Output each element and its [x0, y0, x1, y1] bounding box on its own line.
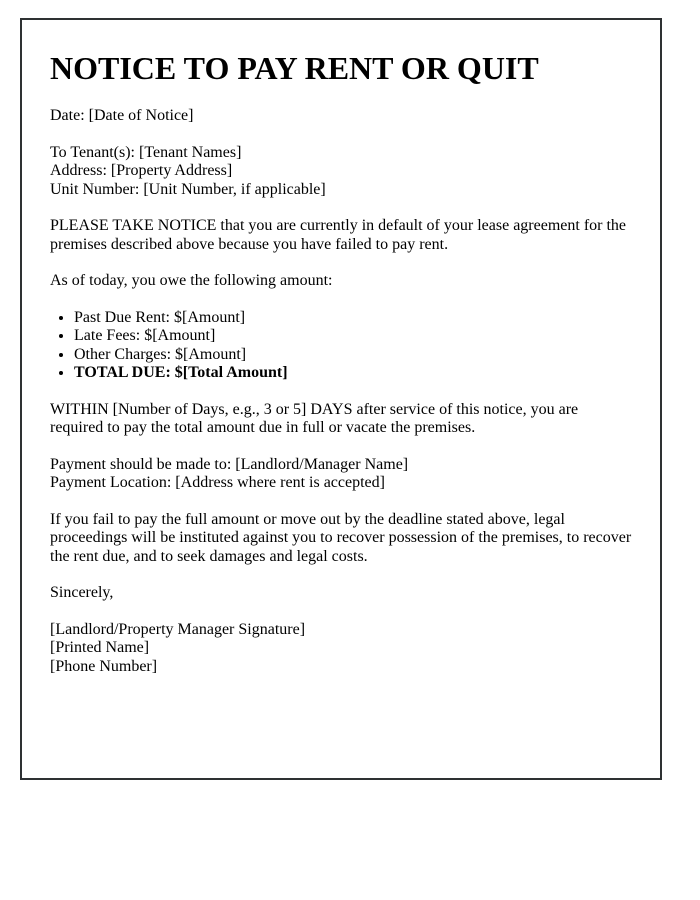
date-line: Date: [Date of Notice] [50, 107, 194, 124]
payment-payee-line: Payment should be made to: [Landlord/Manager Name] [50, 455, 409, 473]
tenant-address-block [50, 144, 632, 200]
printed-name-line: [Printed Name] [50, 639, 150, 656]
signature-block [50, 621, 632, 677]
unit-number-line: Unit Number: [Unit Number, if applicable] [50, 180, 326, 198]
consequences-paragraph: If you fail to pay the full amount or move out by the deadline stated above, legal proceedings will be instituted against you to recover possession of the premises, to recover the rent due, and to seek damages and legal costs. [50, 510, 632, 565]
phone-number-line: [Phone Number] [50, 657, 158, 675]
closing-line: Sincerely, [50, 584, 114, 601]
amounts-intro: As of today, you owe the following amount: [50, 272, 333, 289]
amounts-owed-list [50, 309, 632, 383]
signature-line: [Landlord/Property Manager Signature] [50, 620, 306, 638]
page-title: NOTICE TO PAY RENT OR QUIT [50, 50, 539, 86]
tenant-names-line: To Tenant(s): [Tenant Names] [50, 143, 242, 161]
list-item-past-due-rent: • Past Due Rent: $[Amount] [74, 309, 632, 328]
notice-letter-document [20, 18, 662, 780]
property-address-line: Address: [Property Address] [50, 162, 233, 179]
default-notice-paragraph: PLEASE TAKE NOTICE that you are currently in default of your lease agreement for the premises described above because you have failed to pay rent. [50, 217, 627, 253]
payment-location-line: Payment Location: [Address where rent is accepted] [50, 474, 385, 491]
payment-info-block [50, 456, 632, 493]
list-item-late-fees: • Late Fees: $[Amount] [74, 327, 632, 346]
deadline-paragraph: WITHIN [Number of Days, e.g., 3 or 5] DAYS after service of this notice, you are required to pay the total amount due in full or vacate the premises. [50, 400, 579, 436]
list-item-other-charges: • Other Charges: $[Amount] [74, 346, 632, 365]
list-item-total-due: • TOTAL DUE: $[Total Amount] [74, 364, 632, 383]
